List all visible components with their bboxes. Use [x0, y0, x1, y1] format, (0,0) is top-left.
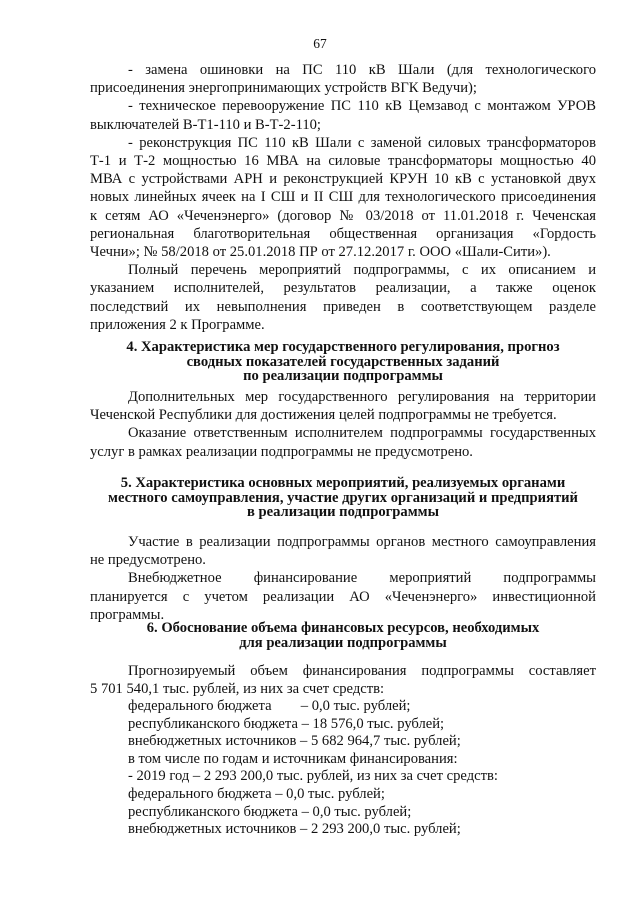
page-number: 67	[313, 36, 327, 51]
paragraph-line: указанием исполнителей, результатов реализации, а также оценок	[90, 280, 596, 297]
paragraph-line: услуг в рамках реализации подпрограммы не предусмотрено.	[90, 443, 473, 460]
heading-line: для реализации подпрограммы	[239, 634, 447, 651]
paragraph-line: последствий их невыполнения приведен в соответствующем разделе	[90, 298, 596, 315]
paragraph-line: планируется с учетом реализации АО «Чеченэнерго» инвестиционной программы.	[90, 588, 596, 623]
list-item-line: региональная благотворительная общественная организация «Гордость	[90, 225, 596, 242]
section-5-body	[90, 533, 596, 624]
heading-line: местного самоуправления, участие других организаций и предприятий	[108, 489, 578, 506]
financing-item: федерального бюджета – 0,0 тыс. рублей;	[128, 785, 385, 802]
list-item-line: выключателей В-Т1-110 и В-Т-2-110;	[90, 116, 321, 133]
list-item-line: МВА с устройствами АРН и реконструкцией КРУН 10 кВ с установкой двух	[90, 171, 596, 188]
paragraph-line: 5 701 540,1 тыс. рублей, из них за счет средств:	[90, 681, 385, 698]
section-4-body	[90, 388, 596, 461]
list-item-line: - техническое перевооружение ПС 110 кВ Цемзавод с монтажом УРОВ	[128, 98, 596, 115]
measures-list	[90, 61, 596, 334]
heading-line: в реализации подпрограммы	[247, 504, 439, 520]
paragraph-line: Дополнительных мер государственного регулирования на территории	[128, 389, 596, 405]
paragraph-line: Полный перечень мероприятий подпрограммы, с их описанием и	[128, 262, 596, 279]
heading-line: сводных показателей государственных заданий	[186, 353, 500, 370]
financing-item: внебюджетных источников – 5 682 964,7 тыс. рублей;	[128, 733, 461, 750]
heading-line: 4. Характеристика мер государственного регулирования, прогноз	[126, 339, 560, 355]
financing-item: - 2019 год – 2 293 200,0 тыс. рублей, из них за счет средств:	[128, 768, 498, 785]
paragraph-line: приложения 2 к Программе.	[90, 316, 265, 333]
section-5-heading	[90, 476, 596, 520]
paragraph-line: Прогнозируемый объем финансирования подпрограммы составляет	[128, 663, 596, 679]
paragraph-line: Чеченской Республики для достижения целей подпрограммы не требуется.	[90, 407, 557, 424]
financing-item: в том числе по годам и источникам финансирования:	[128, 750, 458, 767]
financing-item: внебюджетных источников – 2 293 200,0 тыс. рублей;	[128, 821, 461, 838]
section-6-heading	[90, 621, 596, 650]
section-6-intro	[90, 662, 596, 698]
financing-list	[90, 698, 596, 839]
list-item-line: новых линейных ячеек на I СШ и II СШ для технологического присоединения	[90, 189, 596, 206]
financing-item: республиканского бюджета – 0,0 тыс. рублей;	[128, 803, 412, 820]
list-item-line: Чечни»; № 58/2018 от 25.01.2018 ПР от 27.12.2017 г. ООО «Шали-Сити»).	[90, 244, 551, 261]
list-item-line: Т-1 и Т-2 мощностью 16 МВА на силовые трансформаторы мощностью 40	[90, 153, 596, 170]
paragraph-line: Оказание ответственным исполнителем подпрограммы государственных	[128, 425, 596, 442]
paragraph-line: Участие в реализации подпрограммы органов местного самоуправления	[128, 534, 596, 550]
heading-line: по реализации подпрограммы	[243, 368, 443, 384]
paragraph-line: не предусмотрено.	[90, 552, 206, 569]
financing-item: республиканского бюджета – 18 576,0 тыс. рублей;	[128, 715, 445, 732]
heading-line: 6. Обоснование объема финансовых ресурсов, необходимых	[146, 620, 540, 636]
heading-line: 5. Характеристика основных мероприятий, реализуемых органами	[120, 475, 566, 491]
list-item-line: - реконструкция ПС 110 кВ Шали с заменой силовых трансформаторов	[128, 134, 596, 151]
paragraph-line: Внебюджетное финансирование мероприятий подпрограммы	[128, 570, 596, 587]
list-item-line: к сетям АО «Чеченэнерго» (договор № 03/2018 от 11.01.2018 г. Чеченская	[90, 207, 596, 224]
list-item-line: - замена ошиновки на ПС 110 кВ Шали (для технологического	[128, 62, 596, 78]
section-4-heading	[90, 340, 596, 384]
financing-item: федерального бюджета – 0,0 тыс. рублей;	[128, 698, 411, 714]
list-item-line: присоединения энергопринимающих устройств ВГК Ведучи);	[90, 80, 477, 97]
